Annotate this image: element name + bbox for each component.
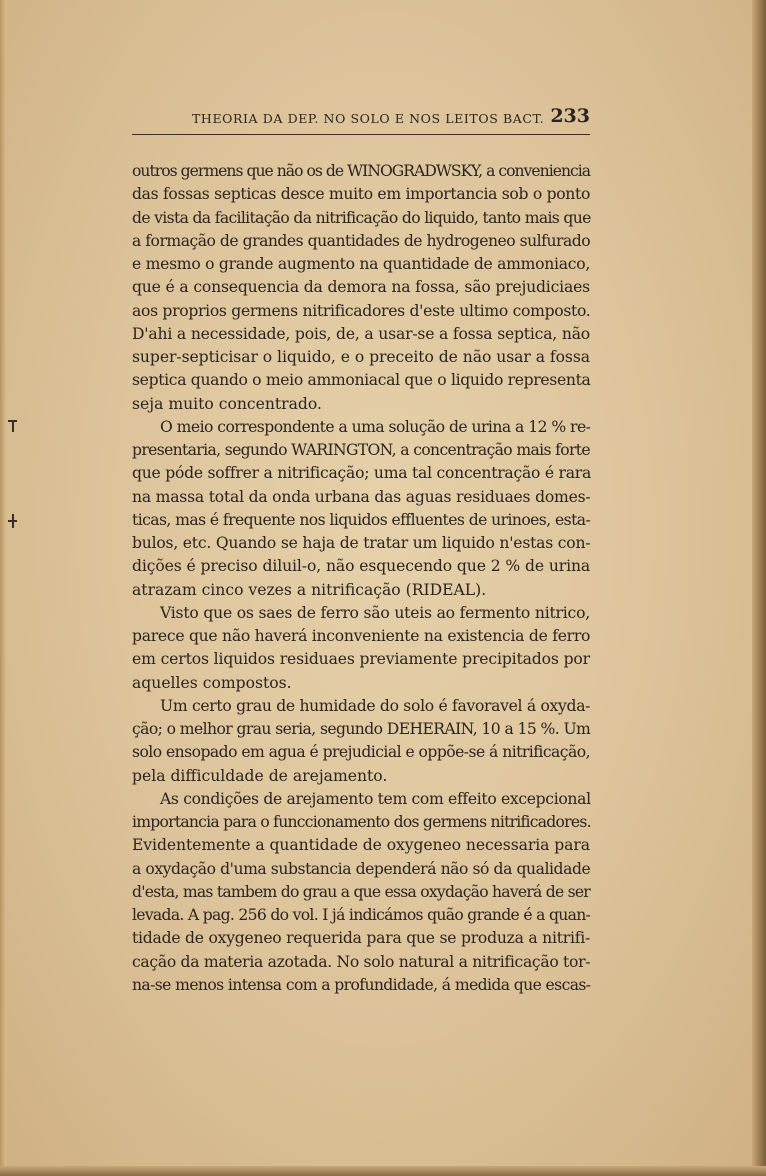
page-left-edge: [0, 0, 6, 1176]
text-line: parece que não haverá inconveniente na existencia de ferro: [132, 627, 591, 645]
text-line: Visto que os saes de ferro são uteis ao fermento nitrico,: [160, 603, 590, 622]
text-line: presentaria, segundo WARINGTON, a concentração mais forte: [132, 441, 591, 459]
page-right-edge: [752, 0, 766, 1176]
page-header: [132, 103, 590, 133]
text-line: tidade de oxygeneo requerida para que se produza a nitrifi-: [132, 929, 591, 948]
running-head: THEORIA DA DEP. NO SOLO E NOS LEITOS BACT.: [192, 111, 545, 126]
text-line: bulos, etc. Quando se haja de tratar um liquido n'estas con-: [132, 534, 591, 552]
margin-mark: [12, 514, 14, 528]
text-line: dições é preciso diluil-o, não esquecendo que 2 % de urina: [132, 557, 591, 576]
paragraph: [132, 602, 590, 695]
text-line: que póde soffrer a nitrificação; uma tal concentração é rara: [132, 464, 592, 483]
text-line: a oxydação d'uma substancia dependerá não só da qualidade: [132, 859, 591, 878]
text-line: em certos liquidos residuaes previamente precipitados por: [132, 650, 590, 669]
paragraph: [132, 695, 590, 788]
paragraph: [132, 416, 590, 602]
text-line: na-se menos intensa com a profundidade, á medida que escas-: [132, 975, 591, 994]
text-line: d'esta, mas tambem do grau a que essa oxydação haverá de ser: [132, 882, 590, 901]
text-line: na massa total da onda urbana das aguas residuaes domes-: [132, 487, 591, 506]
text-line: septica quando o meio ammoniacal que o liquido representa: [132, 371, 591, 390]
text-line: aos proprios germens nitrificadores d'este ultimo composto.: [132, 301, 591, 320]
text-line: a formação de grandes quantidades de hydrogeneo sulfurado: [132, 231, 591, 250]
text-line: solo ensopado em agua é prejudicial e oppõe-se á nitrificação,: [132, 743, 590, 762]
margin-mark: [12, 420, 14, 432]
paragraph: [132, 788, 590, 997]
text-line: que é a consequencia da demora na fossa, são prejudiciaes: [132, 278, 590, 297]
text-line: D'ahi a necessidade, pois, de, a usar-se a fossa septica, não: [132, 324, 590, 343]
page-bottom-edge: [0, 1166, 766, 1176]
text-line: Evidentemente a quantidade de oxygeneo necessaria para: [132, 836, 591, 855]
header-rule: [132, 134, 590, 135]
text-line: atrazam cinco vezes a nitrificação (RIDEAL).: [132, 580, 487, 599]
text-line: importancia para o funccionamento dos germens nitrificadores.: [132, 813, 591, 831]
text-line: Um certo grau de humidade do solo é favoravel á oxyda-: [160, 696, 591, 715]
text-line: das fossas septicas desce muito em importancia sob o ponto: [132, 185, 590, 204]
page-number: 233: [550, 105, 590, 127]
text-line: de vista da facilitação da nitrificação do liquido, tanto mais que: [132, 208, 591, 227]
text-line: O meio correspondente a uma solução de urina a 12 % re-: [160, 417, 591, 436]
text-line: ção; o melhor grau seria, segundo DEHERAIN, 10 a 15 %. Um: [132, 720, 591, 738]
text-line: aquelles compostos.: [132, 673, 292, 692]
text-line: cação da materia azotada. No solo natural a nitrificação tor-: [132, 952, 591, 971]
text-line: super-septicisar o liquido, e o preceito de não usar a fossa: [132, 348, 590, 366]
text-line: As condições de arejamento tem com effeito excepcional: [160, 789, 591, 808]
text-line: ticas, mas é frequente nos liquidos effluentes de urinoes, esta-: [132, 510, 591, 529]
text-line: outros germens que não os de WINOGRADWSKY, a conveniencia: [132, 162, 591, 180]
text-line: e mesmo o grande augmento na quantidade de ammoniaco,: [132, 255, 590, 273]
body-text: [132, 160, 590, 997]
text-line: seja muito concentrado.: [132, 394, 322, 413]
text-line: pela difficuldade de arejamento.: [132, 766, 388, 785]
text-line: levada. A pag. 256 do vol. I já indicámos quão grande é a quan-: [132, 906, 591, 924]
paragraph: [132, 160, 590, 416]
